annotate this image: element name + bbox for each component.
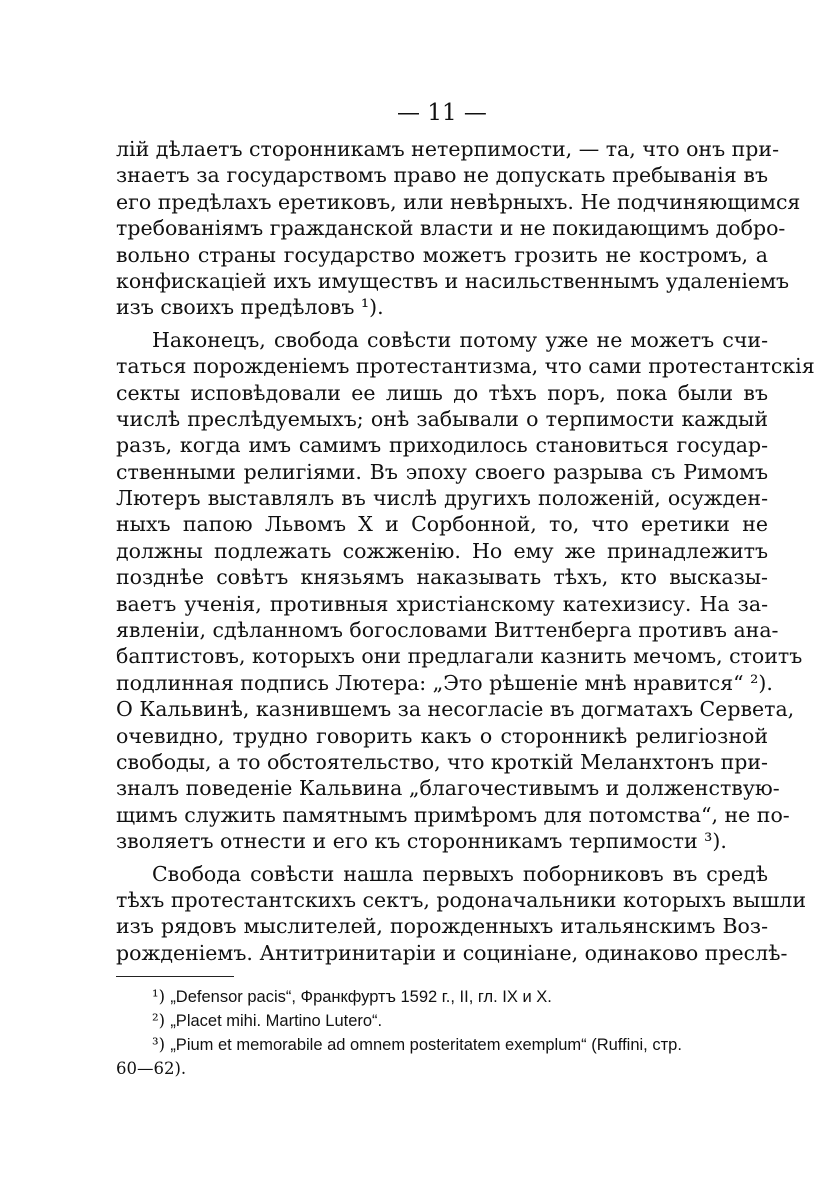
text-line: подлинная подпись Лютера: „Это рѣшеніе мнѣ нравится“ ²). xyxy=(116,670,773,695)
text-line: зналъ поведеніе Кальвина „благочестивымъ и долженствую- xyxy=(116,776,780,801)
text-line: ваетъ ученія, противныя христіанскому катехизису. На за- xyxy=(116,591,768,616)
text-line: явленіи, сдѣланномъ богословами Виттенберга противъ ана- xyxy=(116,618,779,643)
text-line: ныхъ папою Львомъ X и Сорбонной, то, что еретики не xyxy=(116,512,768,537)
text-line: зволяетъ отнести и его къ сторонникамъ терпимости ³). xyxy=(116,829,727,854)
text-line: Лютеръ выставлялъ въ числѣ другихъ положеній, осужден- xyxy=(116,486,768,511)
footnote-2 xyxy=(116,1009,768,1033)
text-line: свободы, а то обстоятельство, что кроткій Меланхтонъ при- xyxy=(116,749,768,774)
page xyxy=(116,98,815,1081)
text-line: знаетъ за государствомъ право не допускать пребыванія въ xyxy=(116,163,768,188)
text-line: щимъ служить памятнымъ примѣромъ для потомства“, не по- xyxy=(116,802,790,827)
text-line: баптистовъ, которыхъ они предлагали казнить мечомъ, стоитъ xyxy=(116,644,803,669)
page-number: — 11 — xyxy=(397,100,487,126)
text-line: позднѣе совѣтъ князьямъ наказывать тѣхъ, кто высказы- xyxy=(116,565,768,590)
text-line: Наконецъ, свобода совѣсти потому уже не можетъ счи- xyxy=(152,327,768,352)
text-line: очевидно, трудно говорить какъ о сторонникѣ религіозной xyxy=(116,723,768,748)
text-line: разъ, когда имъ самимъ приходилось становиться государ- xyxy=(116,433,768,458)
footnote-3-continuation: 60—62). xyxy=(116,1059,187,1079)
paragraph-2 xyxy=(116,327,815,855)
text-line: рожденіемъ. Антитринитаріи и социніане, одинаково преслѣ- xyxy=(116,940,788,965)
footnotes xyxy=(116,985,768,1081)
text-line: О Кальвинѣ, казнившемъ за несогласіе въ догматахъ Сервета, xyxy=(116,697,795,722)
footnote-text: „Defensor pacis“, Франкфуртъ 1592 г., II, гл. IX и X. xyxy=(170,988,552,1007)
text-line: ственными религіями. Въ эпоху своего разрыва съ Римомъ xyxy=(116,459,768,484)
text-line: Свобода совѣсти нашла первыхъ поборниковъ въ средѣ xyxy=(152,861,768,886)
text-line: таться порожденіемъ протестантизма, что сами протестантскія xyxy=(116,354,815,379)
text-line: конфискаціей ихъ имуществъ и насильственнымъ удаленіемъ xyxy=(116,268,790,293)
footnote-3 xyxy=(116,1033,768,1057)
text-line: его предѣлахъ еретиковъ, или невѣрныхъ. Не подчиняющимся xyxy=(116,189,801,214)
text-line: должны подлежать сожженію. Но ему же принадлежитъ xyxy=(116,538,768,563)
footnote-mark: ³) xyxy=(152,1035,166,1055)
footnote-mark: ¹) xyxy=(152,987,166,1007)
footnote-text: „Pium et memorabile ad omnem posteritatem exemplum“ (Ruffini, стр. xyxy=(170,1036,682,1055)
footnote-mark: ²) xyxy=(152,1011,166,1031)
footnote-rule xyxy=(116,976,234,977)
text-line: вольно страны государство можетъ грозить не костромъ, а xyxy=(116,242,768,267)
text-line: секты исповѣдовали ее лишь до тѣхъ поръ, пока были въ xyxy=(116,380,768,405)
paragraph-3 xyxy=(116,861,806,967)
text-line: требованіямъ гражданской власти и не покидающимъ добро- xyxy=(116,216,786,241)
text-line: лій дѣлаетъ сторонникамъ нетерпимости, — та, что онъ при- xyxy=(116,137,780,161)
text-line: тѣхъ протестантскихъ сектъ, родоначальники которыхъ вышли xyxy=(116,887,806,912)
paragraph-1 xyxy=(116,136,801,321)
footnote-1 xyxy=(116,985,768,1009)
text-line: изъ рядовъ мыслителей, порожденныхъ итальянскимъ Воз- xyxy=(116,914,768,939)
text-line: изъ своихъ предѣловъ ¹). xyxy=(116,295,384,320)
footnote-text: „Placet mihi. Martino Lutero“. xyxy=(170,1012,383,1031)
text-line: числѣ преслѣдуемыхъ; онѣ забывали о терпимости каждый xyxy=(116,406,768,431)
